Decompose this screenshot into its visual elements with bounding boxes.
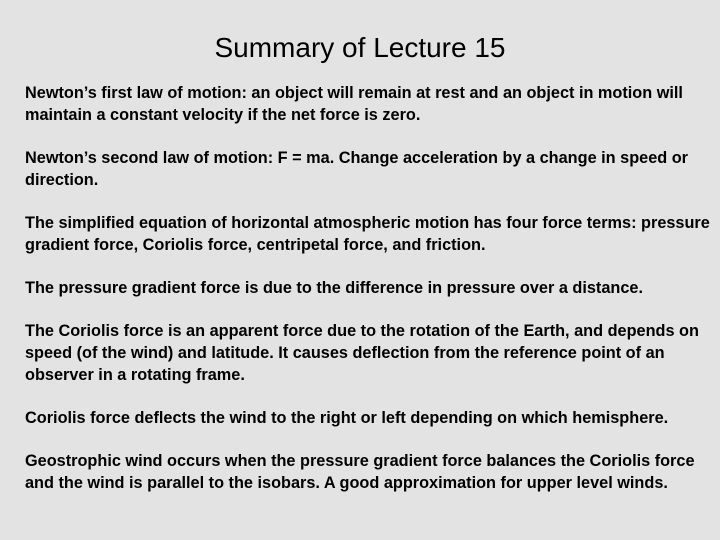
summary-list	[25, 82, 715, 515]
summary-point-geostrophic-wind: Geostrophic wind occurs when the pressure gradient force balances the Coriolis force and the wind is parallel to the isobars. A good approximation for upper level winds.	[25, 452, 695, 492]
summary-point-horizontal-motion-equation: The simplified equation of horizontal atmospheric motion has four force terms: pressure gradient force, Coriolis force, centripetal force, and friction.	[25, 214, 710, 254]
summary-point-newton-second-law: Newton’s second law of motion: F = ma. Change acceleration by a change in speed or direction.	[25, 149, 688, 189]
summary-point-newton-first-law: Newton’s first law of motion: an object will remain at rest and an object in motion will maintain a constant velocity if the net force is zero.	[25, 84, 683, 124]
summary-point-coriolis-force: The Coriolis force is an apparent force due to the rotation of the Earth, and depends on speed (of the wind) and latitude. It causes deflection from the reference point of an observer in a rotating frame.	[25, 322, 699, 384]
summary-point-pressure-gradient-force: The pressure gradient force is due to the difference in pressure over a distance.	[25, 279, 643, 297]
slide-title: Summary of Lecture 15	[214, 32, 506, 63]
summary-point-coriolis-deflection: Coriolis force deflects the wind to the right or left depending on which hemisphere.	[25, 409, 669, 427]
